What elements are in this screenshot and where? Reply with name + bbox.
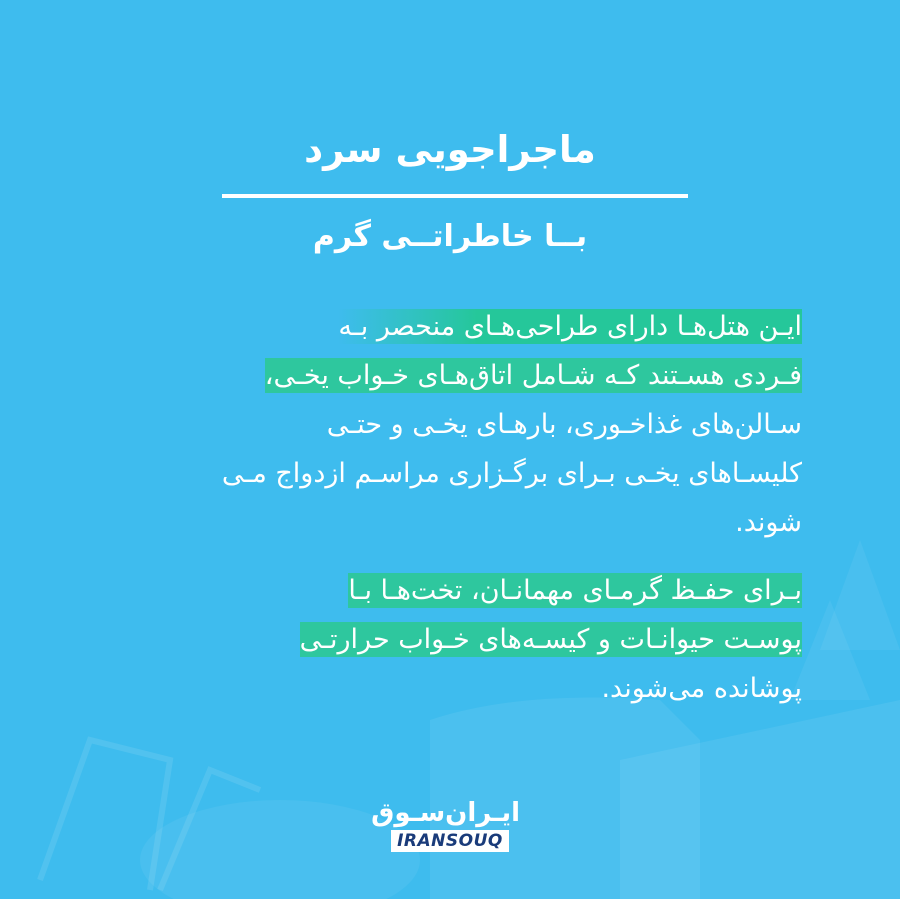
logo-latin-text: IRANSOUQ — [391, 830, 509, 852]
highlighted-line: فـردی هسـتند کـه شـامل اتاق‌هـای خـواب یخـی، — [264, 360, 802, 391]
body-line: کلیسـاهای یخـی بـرای برگـزاری مراسـم ازدواج مـی — [221, 458, 802, 489]
title-divider — [222, 194, 688, 198]
highlighted-line: ایـن هتل‌هـا دارای طراحی‌هـای منحصر بـه — [338, 311, 802, 342]
logo-persian-text: ایـران‌سـوق — [371, 798, 520, 828]
highlighted-line: بـرای حفـظ گرمـای مهمانـان، تخت‌هـا بـا — [348, 575, 802, 606]
post-title: ماجراجویی سرد — [304, 128, 596, 171]
tree-shapes — [790, 540, 900, 700]
brand-logo — [371, 796, 520, 852]
post-subtitle: بــا خاطراتــی گرم — [312, 219, 588, 254]
paragraph-hotels — [98, 302, 802, 547]
paragraph-warmth — [98, 566, 802, 713]
body-line: پوشانده می‌شوند. — [601, 673, 802, 704]
body-line: سـالن‌های غذاخـوری، بارهـای یخـی و حتـی — [326, 409, 802, 440]
body-line: شوند. — [735, 507, 802, 538]
highlighted-line: پوسـت حیوانـات و کیسـه‌های خـواب حرارتـی — [299, 624, 802, 655]
